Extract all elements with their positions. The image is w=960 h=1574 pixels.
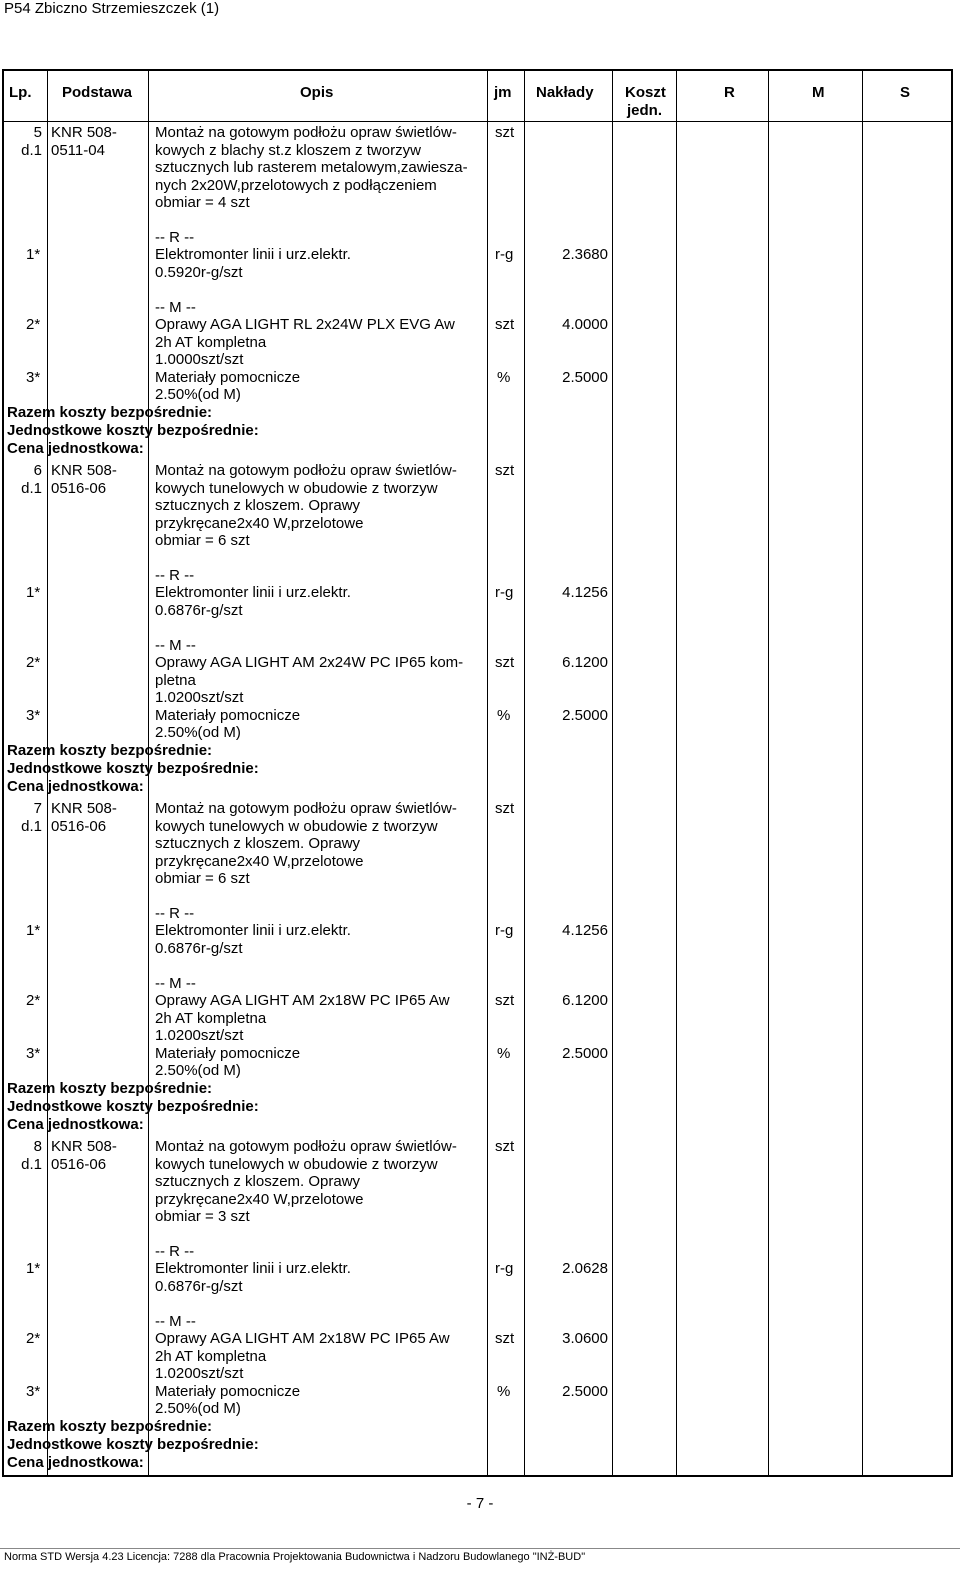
labour-section-header: -- R -- bbox=[155, 229, 195, 246]
material-section-header: -- M -- bbox=[155, 975, 196, 992]
item-description-line: sztucznych z kloszem. Oprawy bbox=[155, 497, 361, 514]
item-description-line: obmiar = 4 szt bbox=[155, 194, 250, 211]
summary-direct-costs: Razem koszty bezpośrednie: bbox=[7, 742, 213, 759]
material-name: Oprawy AGA LIGHT AM 2x24W PC IP65 kom- bbox=[155, 654, 464, 671]
header-koszt-jedn: jedn. bbox=[627, 102, 663, 119]
summary-unit-price: Cena jednostkowa: bbox=[7, 1454, 144, 1471]
labour-name: Elektromonter linii i urz.elektr. bbox=[155, 922, 351, 939]
item-lp-sub: d.1 bbox=[21, 480, 42, 497]
col-sep-opis bbox=[487, 69, 488, 1477]
item-lp: 6 bbox=[33, 462, 42, 479]
summary-unit-price: Cena jednostkowa: bbox=[7, 1116, 144, 1133]
item-basis-1: KNR 508- bbox=[51, 800, 117, 817]
labour-amount: 2.3680 bbox=[562, 246, 608, 263]
summary-unit-price: Cena jednostkowa: bbox=[7, 440, 144, 457]
material-amount: 6.1200 bbox=[562, 654, 608, 671]
material-name-cont: pletna bbox=[155, 672, 196, 689]
labour-unit: r-g bbox=[495, 584, 514, 601]
footer-license: Norma STD Wersja 4.23 Licencja: 7288 dla Pracownia Projektowania Budownictwa i Nadzoru Budowlanego "INŻ-BUD" bbox=[4, 1551, 586, 1563]
labour-index: 1* bbox=[26, 1260, 41, 1277]
item-lp: 8 bbox=[33, 1138, 42, 1155]
material-index: 2* bbox=[26, 316, 41, 333]
aux-material-amount: 2.5000 bbox=[562, 369, 608, 386]
aux-material-norm: 2.50%(od M) bbox=[155, 1400, 241, 1417]
labour-norm: 0.6876r-g/szt bbox=[155, 940, 243, 957]
aux-material-name: Materiały pomocnicze bbox=[155, 1383, 301, 1400]
material-name: Oprawy AGA LIGHT AM 2x18W PC IP65 Aw bbox=[155, 992, 450, 1009]
item-description-line: obmiar = 6 szt bbox=[155, 532, 250, 549]
item-lp: 7 bbox=[33, 800, 42, 817]
labour-amount: 2.0628 bbox=[562, 1260, 608, 1277]
aux-material-amount: 2.5000 bbox=[562, 1045, 608, 1062]
item-lp: 5 bbox=[33, 124, 42, 141]
header-lp: Lp. bbox=[9, 84, 32, 101]
item-basis-2: 0516-06 bbox=[51, 818, 107, 835]
aux-material-norm: 2.50%(od M) bbox=[155, 386, 241, 403]
material-section-header: -- M -- bbox=[155, 1313, 196, 1330]
item-unit: szt bbox=[495, 462, 515, 479]
material-name-cont: 2h AT kompletna bbox=[155, 1348, 267, 1365]
item-description-line: przykręcane2x40 W,przelotowe bbox=[155, 1190, 364, 1208]
header-s: S bbox=[900, 84, 911, 101]
material-amount: 3.0600 bbox=[562, 1330, 608, 1347]
item-lp-sub: d.1 bbox=[21, 818, 42, 835]
aux-material-norm: 2.50%(od M) bbox=[155, 1062, 241, 1079]
labour-unit: r-g bbox=[495, 922, 514, 939]
labour-norm: 0.6876r-g/szt bbox=[155, 1278, 243, 1295]
item-description-line: nych 2x20W,przelotowych z podłączeniem bbox=[155, 176, 437, 194]
item-description-line: kowych tunelowych w obudowie z tworzyw bbox=[155, 817, 438, 835]
item-description-line: obmiar = 6 szt bbox=[155, 870, 250, 887]
item-description-line: Montaż na gotowym podłożu opraw świetlów- bbox=[155, 462, 457, 479]
col-sep-naklady bbox=[612, 69, 613, 1477]
item-description-line: przykręcane2x40 W,przelotowe bbox=[155, 514, 364, 532]
labour-amount: 4.1256 bbox=[562, 584, 608, 601]
aux-material-unit: % bbox=[497, 1045, 511, 1062]
material-norm: 1.0000szt/szt bbox=[155, 351, 244, 368]
aux-material-index: 3* bbox=[26, 1383, 41, 1400]
summary-direct-costs: Razem koszty bezpośrednie: bbox=[7, 404, 213, 421]
labour-name: Elektromonter linii i urz.elektr. bbox=[155, 584, 351, 601]
aux-material-index: 3* bbox=[26, 707, 41, 724]
labour-unit: r-g bbox=[495, 1260, 514, 1277]
item-description-line: kowych z blachy st.z kloszem z tworzyw bbox=[155, 141, 421, 159]
material-unit: szt bbox=[495, 316, 515, 333]
header-koszt: Koszt bbox=[625, 84, 666, 101]
summary-unit-direct-costs: Jednostkowe koszty bezpośrednie: bbox=[7, 422, 259, 439]
aux-material-unit: % bbox=[497, 1383, 511, 1400]
header-naklady: Nakłady bbox=[536, 84, 594, 101]
summary-direct-costs: Razem koszty bezpośrednie: bbox=[7, 1080, 213, 1097]
material-unit: szt bbox=[495, 654, 515, 671]
aux-material-name: Materiały pomocnicze bbox=[155, 1045, 301, 1062]
item-description-line: sztucznych z kloszem. Oprawy bbox=[155, 835, 361, 852]
material-unit: szt bbox=[495, 1330, 515, 1347]
item-unit: szt bbox=[495, 800, 515, 817]
aux-material-norm: 2.50%(od M) bbox=[155, 724, 241, 741]
labour-section-header: -- R -- bbox=[155, 567, 195, 584]
header-r: R bbox=[724, 84, 735, 101]
aux-material-amount: 2.5000 bbox=[562, 707, 608, 724]
labour-section-header: -- R -- bbox=[155, 1243, 195, 1260]
aux-material-amount: 2.5000 bbox=[562, 1383, 608, 1400]
item-description-line: sztucznych z kloszem. Oprawy bbox=[155, 1173, 361, 1190]
summary-direct-costs: Razem koszty bezpośrednie: bbox=[7, 1418, 213, 1435]
header-m: M bbox=[812, 84, 825, 101]
labour-index: 1* bbox=[26, 246, 41, 263]
labour-norm: 0.6876r-g/szt bbox=[155, 602, 243, 619]
aux-material-index: 3* bbox=[26, 369, 41, 386]
material-index: 2* bbox=[26, 654, 41, 671]
col-sep-jm bbox=[524, 69, 525, 1477]
material-norm: 1.0200szt/szt bbox=[155, 689, 244, 706]
item-basis-2: 0516-06 bbox=[51, 480, 107, 497]
material-name-cont: 2h AT kompletna bbox=[155, 1010, 267, 1027]
material-name-cont: 2h AT kompletna bbox=[155, 334, 267, 351]
labour-amount: 4.1256 bbox=[562, 922, 608, 939]
aux-material-unit: % bbox=[497, 369, 511, 386]
labour-unit: r-g bbox=[495, 246, 514, 263]
item-lp-sub: d.1 bbox=[21, 142, 42, 159]
item-description-line: sztucznych lub rasterem metalowym,zawiesza- bbox=[155, 159, 468, 176]
material-amount: 4.0000 bbox=[562, 316, 608, 333]
labour-section-header: -- R -- bbox=[155, 905, 195, 922]
material-unit: szt bbox=[495, 992, 515, 1009]
item-description-line: kowych tunelowych w obudowie z tworzyw bbox=[155, 479, 438, 497]
summary-unit-price: Cena jednostkowa: bbox=[7, 778, 144, 795]
col-sep-m bbox=[862, 69, 863, 1477]
summary-unit-direct-costs: Jednostkowe koszty bezpośrednie: bbox=[7, 1098, 259, 1115]
header-opis: Opis bbox=[300, 84, 334, 101]
aux-material-name: Materiały pomocnicze bbox=[155, 369, 301, 386]
labour-index: 1* bbox=[26, 584, 41, 601]
item-basis-1: KNR 508- bbox=[51, 124, 117, 141]
header-jm: jm bbox=[494, 84, 512, 101]
col-sep-r bbox=[768, 69, 769, 1477]
item-unit: szt bbox=[495, 124, 515, 141]
col-sep-koszt bbox=[676, 69, 677, 1477]
header-divider bbox=[2, 121, 953, 122]
labour-norm: 0.5920r-g/szt bbox=[155, 264, 243, 281]
labour-index: 1* bbox=[26, 922, 41, 939]
labour-name: Elektromonter linii i urz.elektr. bbox=[155, 1260, 351, 1277]
material-section-header: -- M -- bbox=[155, 637, 196, 654]
labour-name: Elektromonter linii i urz.elektr. bbox=[155, 246, 351, 263]
item-description-line: Montaż na gotowym podłożu opraw świetlów- bbox=[155, 124, 457, 141]
aux-material-unit: % bbox=[497, 707, 511, 724]
aux-material-index: 3* bbox=[26, 1045, 41, 1062]
material-name: Oprawy AGA LIGHT AM 2x18W PC IP65 Aw bbox=[155, 1330, 450, 1347]
summary-unit-direct-costs: Jednostkowe koszty bezpośrednie: bbox=[7, 760, 259, 777]
material-norm: 1.0200szt/szt bbox=[155, 1365, 244, 1382]
item-description-line: obmiar = 3 szt bbox=[155, 1208, 250, 1225]
item-lp-sub: d.1 bbox=[21, 1156, 42, 1173]
item-basis-1: KNR 508- bbox=[51, 1138, 117, 1155]
material-norm: 1.0200szt/szt bbox=[155, 1027, 244, 1044]
summary-unit-direct-costs: Jednostkowe koszty bezpośrednie: bbox=[7, 1436, 259, 1453]
page-number: - 7 - bbox=[466, 1495, 494, 1512]
material-amount: 6.1200 bbox=[562, 992, 608, 1009]
item-basis-2: 0516-06 bbox=[51, 1156, 107, 1173]
item-basis-1: KNR 508- bbox=[51, 462, 117, 479]
aux-material-name: Materiały pomocnicze bbox=[155, 707, 301, 724]
material-name: Oprawy AGA LIGHT RL 2x24W PLX EVG Aw bbox=[155, 316, 455, 333]
item-description-line: Montaż na gotowym podłożu opraw świetlów- bbox=[155, 1138, 457, 1155]
item-description-line: Montaż na gotowym podłożu opraw świetlów- bbox=[155, 800, 457, 817]
material-index: 2* bbox=[26, 992, 41, 1009]
item-unit: szt bbox=[495, 1138, 515, 1155]
item-basis-2: 0511-04 bbox=[51, 142, 105, 159]
item-description-line: kowych tunelowych w obudowie z tworzyw bbox=[155, 1155, 438, 1173]
header-podstawa: Podstawa bbox=[62, 84, 133, 101]
item-description-line: przykręcane2x40 W,przelotowe bbox=[155, 852, 364, 870]
material-index: 2* bbox=[26, 1330, 41, 1347]
document-title: P54 Zbiczno Strzemieszczek (1) bbox=[4, 0, 220, 17]
material-section-header: -- M -- bbox=[155, 299, 196, 316]
